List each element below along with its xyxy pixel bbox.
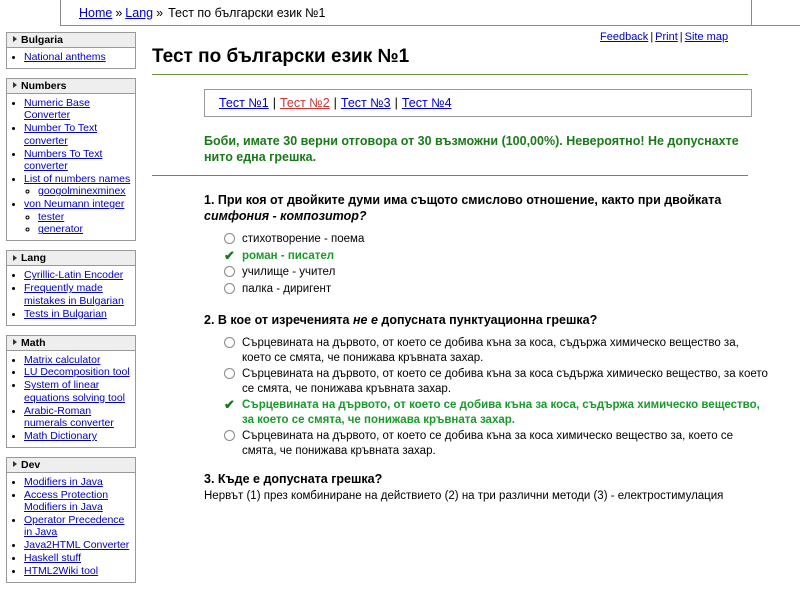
sidebar-header-label: Bulgaria: [21, 34, 64, 46]
list-item[interactable]: [38, 223, 131, 235]
list-item[interactable]: [24, 198, 131, 236]
sidebar-item-numbers-to-text-converter[interactable]: Numbers To Text converter: [24, 147, 103, 172]
sidebar-header-label: Math: [21, 336, 46, 349]
list-item[interactable]: [24, 308, 131, 320]
check-icon: ✔: [224, 397, 235, 412]
sidebar-header-math[interactable]: [6, 335, 136, 350]
result-divider: [152, 175, 748, 176]
answer-option-correct[interactable]: [224, 249, 769, 264]
sidebar-item-lu-decomposition-tool[interactable]: LU Decomposition tool: [24, 366, 130, 379]
list-item[interactable]: [24, 405, 131, 430]
question-2-text: [204, 312, 764, 328]
tab-separator-3: |: [394, 96, 398, 110]
test-tabs: [204, 89, 752, 117]
question-2-body: В кое от изреченията: [217, 313, 350, 327]
link-separator-1: |: [650, 31, 654, 43]
sidebar-header-bulgaria[interactable]: [6, 32, 136, 47]
sidebar-item-java2html-converter[interactable]: Java2HTML Converter: [24, 539, 130, 552]
sidebar-item-number-to-text-converter[interactable]: Number To Text converter: [24, 122, 98, 147]
list-item[interactable]: [24, 476, 131, 488]
question-3-text: [204, 472, 764, 486]
sidebar-item-arabic-roman-converter[interactable]: Arabic-Roman numerals converter: [24, 404, 114, 430]
list-item[interactable]: [24, 282, 131, 307]
list-item[interactable]: [24, 51, 131, 63]
sidebar-body-numbers: [6, 93, 136, 241]
tab-separator-1: |: [272, 96, 276, 110]
sidebar-item-haskell-stuff[interactable]: Haskell stuff: [24, 552, 81, 565]
sidebar-item-von-neumann-integer[interactable]: von Neumann integer: [24, 198, 125, 211]
answer-label: палка - диригент: [242, 282, 332, 295]
answer-label: Сърцевината на дървото, от което се добива къна за коса, съдържа химическо вещество за, което се смята, че понижава кръвната захар.: [242, 337, 739, 364]
sidebar-body-lang: [6, 265, 136, 325]
question-3-number: 3.: [204, 472, 215, 486]
list-item[interactable]: [24, 430, 131, 442]
answer-option-correct[interactable]: [224, 398, 769, 427]
breadcrumb-separator-1: »: [115, 5, 123, 20]
answer-option[interactable]: [224, 282, 769, 297]
list-item[interactable]: [24, 565, 131, 577]
sidebar-item-tests-in-bulgarian[interactable]: Tests in Bulgarian: [24, 307, 107, 320]
list-item[interactable]: [38, 211, 131, 223]
sidebar-header-dev[interactable]: [6, 457, 136, 472]
answer-option[interactable]: [224, 367, 769, 396]
sitemap-link[interactable]: Site map: [684, 31, 729, 43]
tab-test-4[interactable]: Тест №4: [401, 96, 452, 110]
question-1-answers: [224, 232, 769, 296]
answer-option[interactable]: [224, 336, 769, 365]
question-3-passage: Нервът (1) през комбиниране на действието (2) на три различни методи (3) - електростимулация: [204, 490, 724, 502]
question-2-answers: [224, 336, 769, 458]
page-title: Тест по български език №1: [152, 46, 410, 67]
sidebar-item-frequently-made-mistakes[interactable]: Frequently made mistakes in Bulgarian: [24, 282, 124, 307]
sidebar-item-googolminexminex[interactable]: googolminexminex: [38, 185, 126, 198]
breadcrumb-right-filler: [752, 0, 800, 26]
answer-option[interactable]: [224, 265, 769, 280]
list-item[interactable]: [38, 185, 131, 197]
sidebar-block-math: [6, 335, 136, 448]
list-item[interactable]: [24, 539, 131, 551]
check-icon: ✔: [224, 247, 235, 263]
list-item[interactable]: [24, 489, 131, 514]
sidebar-header-label: Numbers: [21, 79, 67, 92]
tab-test-1[interactable]: Тест №1: [219, 96, 269, 110]
sidebar-header-lang[interactable]: [6, 250, 136, 265]
answer-label: роман - писател: [242, 249, 335, 262]
sidebar-item-access-protection-modifiers[interactable]: Access Protection Modifiers in Java: [24, 488, 109, 514]
sidebar-item-modifiers-in-java[interactable]: Modifiers in Java: [24, 475, 103, 488]
sidebar-item-html2wiki-tool[interactable]: HTML2Wiki tool: [24, 565, 99, 578]
list-item[interactable]: [24, 269, 131, 281]
result-message: Боби, имате 30 верни отговора от 30 възможни (100,00%). Невероятно! Не допуснахте нито една грешка.: [204, 134, 739, 164]
sidebar-body-bulgaria: [6, 47, 136, 69]
list-item[interactable]: [24, 97, 131, 122]
sidebar-item-numeric-base-converter[interactable]: Numeric Base Converter: [24, 96, 90, 122]
sidebar-item-math-dictionary[interactable]: Math Dictionary: [24, 429, 97, 442]
tab-test-2[interactable]: Тест №2: [279, 96, 330, 110]
sidebar-header-label: Lang: [21, 252, 47, 265]
radio-icon[interactable]: [224, 266, 235, 277]
answer-label: Сърцевината на дървото, от което се добива къна за коса, съдържа химическо вещество, за което се смята, че понижава кръвната захар.: [242, 399, 760, 426]
title-divider: [152, 74, 748, 75]
sidebar: [6, 32, 136, 592]
list-item[interactable]: [24, 122, 131, 147]
sidebar-block-bulgaria: [6, 32, 136, 69]
triangle-right-icon: [13, 82, 17, 88]
radio-icon[interactable]: [224, 337, 235, 348]
tab-test-3[interactable]: Тест №3: [340, 96, 391, 110]
sidebar-block-lang: [6, 250, 136, 325]
tab-separator-2: |: [333, 96, 337, 110]
list-item[interactable]: [24, 366, 131, 378]
breadcrumb-home[interactable]: Home: [79, 5, 113, 20]
answer-label: Сърцевината на дървото, от което се добива къна за коса съдържа химическо вещество, за което се смята, че понижава кръвната захар.: [242, 368, 768, 395]
breadcrumb-separator-2: »: [156, 5, 164, 20]
list-item[interactable]: [24, 552, 131, 564]
sidebar-item-national-anthems[interactable]: National anthems: [24, 51, 106, 63]
feedback-link[interactable]: Feedback: [600, 31, 649, 43]
sidebar-block-dev: [6, 457, 136, 583]
print-link[interactable]: Print: [655, 31, 678, 43]
list-item[interactable]: [24, 173, 131, 198]
question-1-text: [204, 192, 764, 224]
triangle-right-icon: [13, 255, 17, 261]
radio-icon[interactable]: [224, 430, 235, 441]
answer-label: стихотворение - поема: [242, 233, 365, 245]
radio-icon[interactable]: [224, 283, 235, 294]
triangle-right-icon: [13, 461, 17, 467]
sidebar-item-matrix-calculator[interactable]: Matrix calculator: [24, 353, 101, 366]
breadcrumb: [60, 0, 752, 26]
question-1-emphasis: симфония - композитор?: [204, 209, 367, 223]
link-separator-2: |: [679, 31, 683, 43]
sidebar-header-numbers[interactable]: [6, 78, 136, 93]
question-2-body-after: допусната пунктуационна грешка?: [381, 313, 598, 327]
list-item[interactable]: [24, 379, 131, 404]
main-content: [152, 28, 768, 502]
sidebar-header-label: Dev: [21, 458, 41, 471]
sidebar-item-linear-equations-tool[interactable]: System of linear equations solving tool: [24, 379, 125, 404]
list-item[interactable]: [24, 354, 131, 366]
answer-label: Сърцевината на дървото, от което се добива къна за коса химическо вещество за, което се смята, че понижава кръвната захар.: [242, 430, 733, 457]
sidebar-item-generator[interactable]: generator: [38, 223, 83, 236]
sidebar-item-cyrillic-latin-encoder[interactable]: Cyrillic-Latin Encoder: [24, 269, 124, 282]
sidebar-block-numbers: [6, 78, 136, 241]
breadcrumb-current: Тест по български език №1: [168, 5, 326, 20]
question-2-emphasis: не е: [352, 313, 378, 327]
answer-option[interactable]: [224, 232, 769, 247]
triangle-right-icon: [13, 339, 17, 345]
radio-icon[interactable]: [224, 233, 235, 244]
question-1-number: 1.: [204, 193, 215, 207]
question-1-body: При коя от двойките думи има същото смислово отношение, както при двойката: [217, 193, 722, 207]
question-3-body: Къде е допусната грешка?: [217, 472, 383, 486]
answer-label: училище - учител: [242, 266, 336, 278]
sidebar-item-tester[interactable]: tester: [38, 210, 65, 223]
sidebar-body-dev: [6, 472, 136, 583]
sidebar-item-operator-precedence[interactable]: Operator Precedence in Java: [24, 514, 125, 539]
list-item[interactable]: [24, 148, 131, 173]
radio-icon[interactable]: [224, 368, 235, 379]
sidebar-body-math: [6, 350, 136, 448]
breadcrumb-lang[interactable]: Lang: [125, 5, 154, 20]
question-2-number: 2.: [204, 313, 215, 327]
answer-option[interactable]: [224, 429, 769, 458]
list-item[interactable]: [24, 514, 131, 539]
triangle-right-icon: [13, 36, 17, 42]
sidebar-item-list-of-numbers-names[interactable]: List of numbers names: [24, 172, 131, 185]
